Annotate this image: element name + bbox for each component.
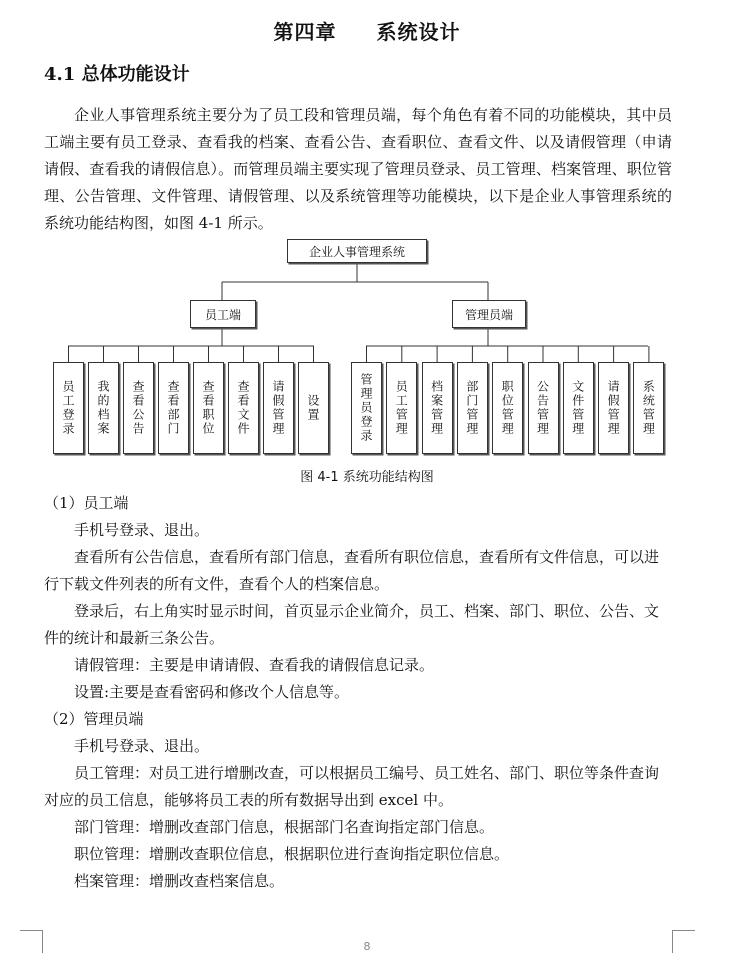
- admin-line-4: 职位管理：增删改查职位信息，根据职位进行查询指定职位信息。: [74, 845, 510, 863]
- employee-module-5: 查看职位: [193, 362, 224, 454]
- admin-module-6: 公告管理: [528, 362, 559, 454]
- employee-module-4: 查看部门: [158, 362, 189, 454]
- chapter-title: [0, 16, 734, 45]
- admin-line-3: 部门管理：增删改查部门信息，根据部门名查询指定部门信息。: [74, 818, 495, 836]
- admin-module-3: 档案管理: [422, 362, 453, 454]
- admin-module-7: 文件管理: [563, 362, 594, 454]
- employee-module-8: 设置: [298, 362, 329, 454]
- admin-line-2: 员工管理：对员工进行增删改查，可以根据员工编号、员工姓名、部门、职位等条件查询对应的员工信息，能够将员工表的所有数据导出到 excel 中。: [44, 764, 660, 809]
- admin-module-5: 职位管理: [492, 362, 523, 454]
- employee-module-2: 我的档案: [88, 362, 119, 454]
- admin-module-2: 员工管理: [386, 362, 417, 454]
- employee-module-1: 员工登录: [53, 362, 84, 454]
- employee-heading: （1）员工端: [44, 494, 129, 512]
- root-node: 企业人事管理系统: [287, 239, 427, 263]
- employee-module-6: 查看文件: [228, 362, 259, 454]
- employee-line-4: 请假管理：主要是申请请假、查看我的请假信息记录。: [74, 656, 435, 674]
- chapter-number: 第四章: [273, 20, 337, 44]
- employee-node: 员工端: [190, 300, 256, 328]
- employee-module-7: 请假管理: [263, 362, 294, 454]
- page-number: 8: [363, 940, 371, 953]
- admin-line-1: 手机号登录、退出。: [74, 737, 210, 755]
- employee-line-2: 查看所有公告信息，查看所有部门信息，查看所有职位信息，查看所有文件信息，可以进行下载文件列表的所有文件，查看个人的档案信息。: [44, 548, 660, 593]
- figure-caption: 图 4-1 系统功能结构图: [300, 470, 434, 485]
- admin-module-8: 请假管理: [598, 362, 629, 454]
- chapter-name: 系统设计: [376, 20, 461, 44]
- intro-paragraph: 企业人事管理系统主要分为了员工段和管理员端，每个角色有着不同的功能模块，其中员工端主要有员工登录、查看我的档案、查看公告、查看职位、查看文件、以及请假管理（申请请假、查看我的请假信息）。而管理员端主要实现了管理员登录、员工管理、档案管理、职位管理、公告管理、文件管理、请假管理、以及系统管理等功能模块，以下是企业人事管理系统的系统功能结构图，如图 4-1 所示。: [44, 106, 672, 232]
- section-title: 4.1 总体功能设计: [44, 64, 190, 85]
- admin-module-1: 管理员登录: [351, 362, 382, 454]
- admin-line-5: 档案管理：增删改查档案信息。: [74, 872, 285, 890]
- admin-module-9: 系统管理: [633, 362, 664, 454]
- employee-line-5: 设置:主要是查看密码和修改个人信息等。: [74, 683, 350, 701]
- employee-line-3: 登录后，右上角实时显示时间，首页显示企业简介，员工、档案、部门、职位、公告、文件的统计和最新三条公告。: [44, 602, 660, 647]
- admin-module-4: 部门管理: [457, 362, 488, 454]
- admin-heading: （2）管理员端: [44, 710, 144, 728]
- employee-line-1: 手机号登录、退出。: [74, 521, 210, 539]
- employee-module-3: 查看公告: [123, 362, 154, 454]
- admin-node: 管理员端: [452, 300, 526, 328]
